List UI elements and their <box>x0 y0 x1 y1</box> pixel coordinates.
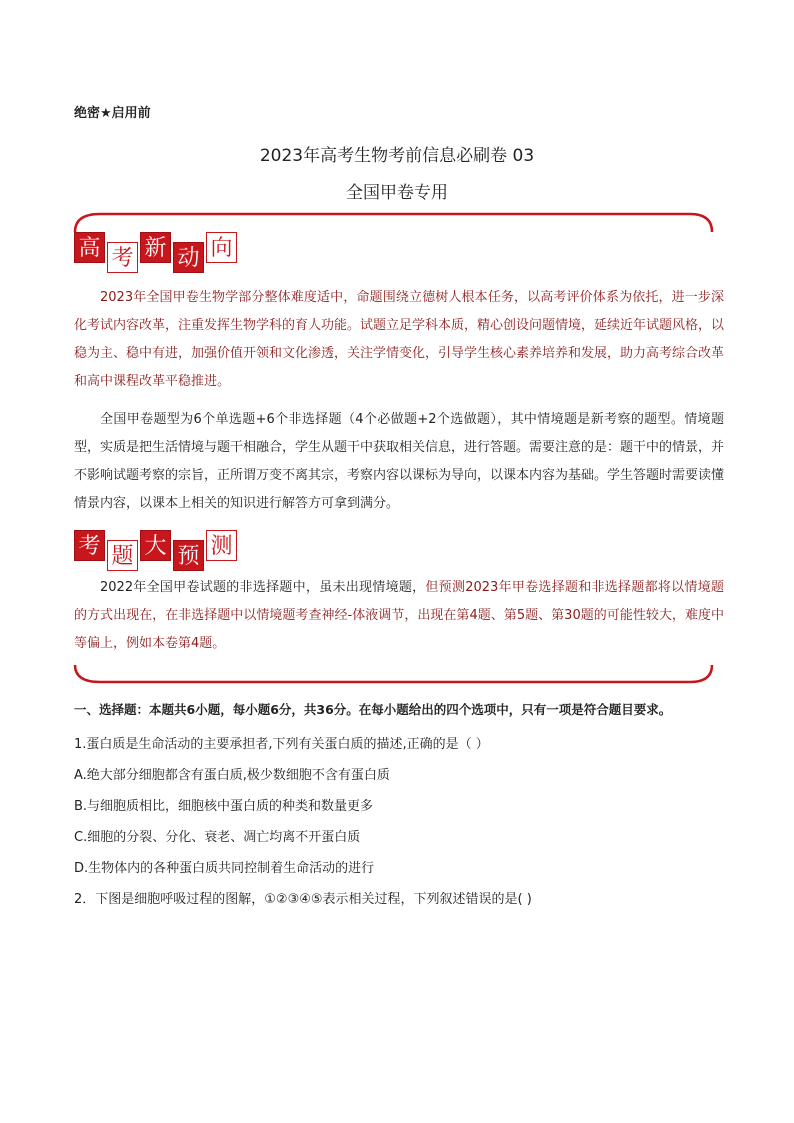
question-1-option-c: C.细胞的分裂、分化、衰老、凋亡均离不开蛋白质 <box>74 830 361 845</box>
tag1-char: 新 <box>140 232 171 263</box>
tag2-char: 预 <box>173 540 204 571</box>
tag2-char: 测 <box>206 530 237 561</box>
paragraph-question-types-text: 全国甲卷题型为6个单选题+6个非选择题（4个必做题+2个选做题），其中情境题是新考察的题型。情境题型，实质是把生活情境与题干相融合，学生从题干中获取相关信息，进行答题。需要注意的是：题干中的情景，并不影响试题考察的宗旨，正所谓万变不离其宗，考察内容以课标为导向，以课本内容为基础。学生答题时需要读懂情景内容，以课本上相关的知识进行解答方可拿到满分。 <box>74 412 725 511</box>
secret-label: 绝密★启用前 <box>74 106 151 121</box>
tag1-char: 向 <box>206 232 237 263</box>
tag-prediction <box>74 530 237 571</box>
section-heading: 一、选择题：本题共6小题，每小题6分，共36分。在每小题给出的四个选项中，只有一项是符合题目要求。 <box>74 702 672 717</box>
paragraph-prediction <box>74 574 724 658</box>
tag-new-trends <box>74 232 237 273</box>
page-title: 2023年高考生物考前信息必刷卷 03 <box>259 146 535 166</box>
question-2-stem: 2．下图是细胞呼吸过程的图解，①②③④⑤表示相关过程，下列叙述错误的是( ) <box>74 892 532 907</box>
paragraph-prediction-red: 但预测2023年甲卷选择题和非选择题都将以情境题的方式出现在，在非选择题中以情境题考查神经-体液调节，出现在第4题、第5题、第30题的可能性较大，难度中等偏上，例如本卷第4题。 <box>74 580 724 651</box>
tag1-char: 动 <box>173 242 204 273</box>
tag1-char: 高 <box>74 232 105 263</box>
question-1-option-b: B.与细胞质相比，细胞核中蛋白质的种类和数量更多 <box>74 799 374 814</box>
tag2-char: 题 <box>107 540 138 571</box>
paragraph-prediction-black: 2022年全国甲卷试题的非选择题中，虽未出现情境题， <box>100 580 426 595</box>
tag2-char: 考 <box>74 530 105 561</box>
question-1-stem: 1.蛋白质是生命活动的主要承担者,下列有关蛋白质的描述,正确的是（ ） <box>74 737 489 752</box>
tag1-char: 考 <box>107 242 138 273</box>
paragraph-overview-text: 2023年全国甲卷生物学部分整体难度适中，命题围绕立德树人根本任务，以高考评价体系为依托，进一步深化考试内容改革，注重发挥生物学科的育人功能。试题立足学科本质，精心创设问题情境，延续近年试题风格，以稳为主、稳中有进，加强价值开领和文化渗透，关注学情变化，引导学生核心素养培养和发展，助力高考综合改革和高中课程改革平稳推进。 <box>74 290 725 389</box>
paragraph-overview <box>74 284 724 396</box>
page-subtitle: 全国甲卷专用 <box>346 183 448 203</box>
question-1-option-a: A.绝大部分细胞都含有蛋白质,极少数细胞不含有蛋白质 <box>74 768 390 783</box>
question-1-option-d: D.生物体内的各种蛋白质共同控制着生命活动的进行 <box>74 861 375 876</box>
paragraph-question-types <box>74 406 724 518</box>
tag2-char: 大 <box>140 530 171 561</box>
